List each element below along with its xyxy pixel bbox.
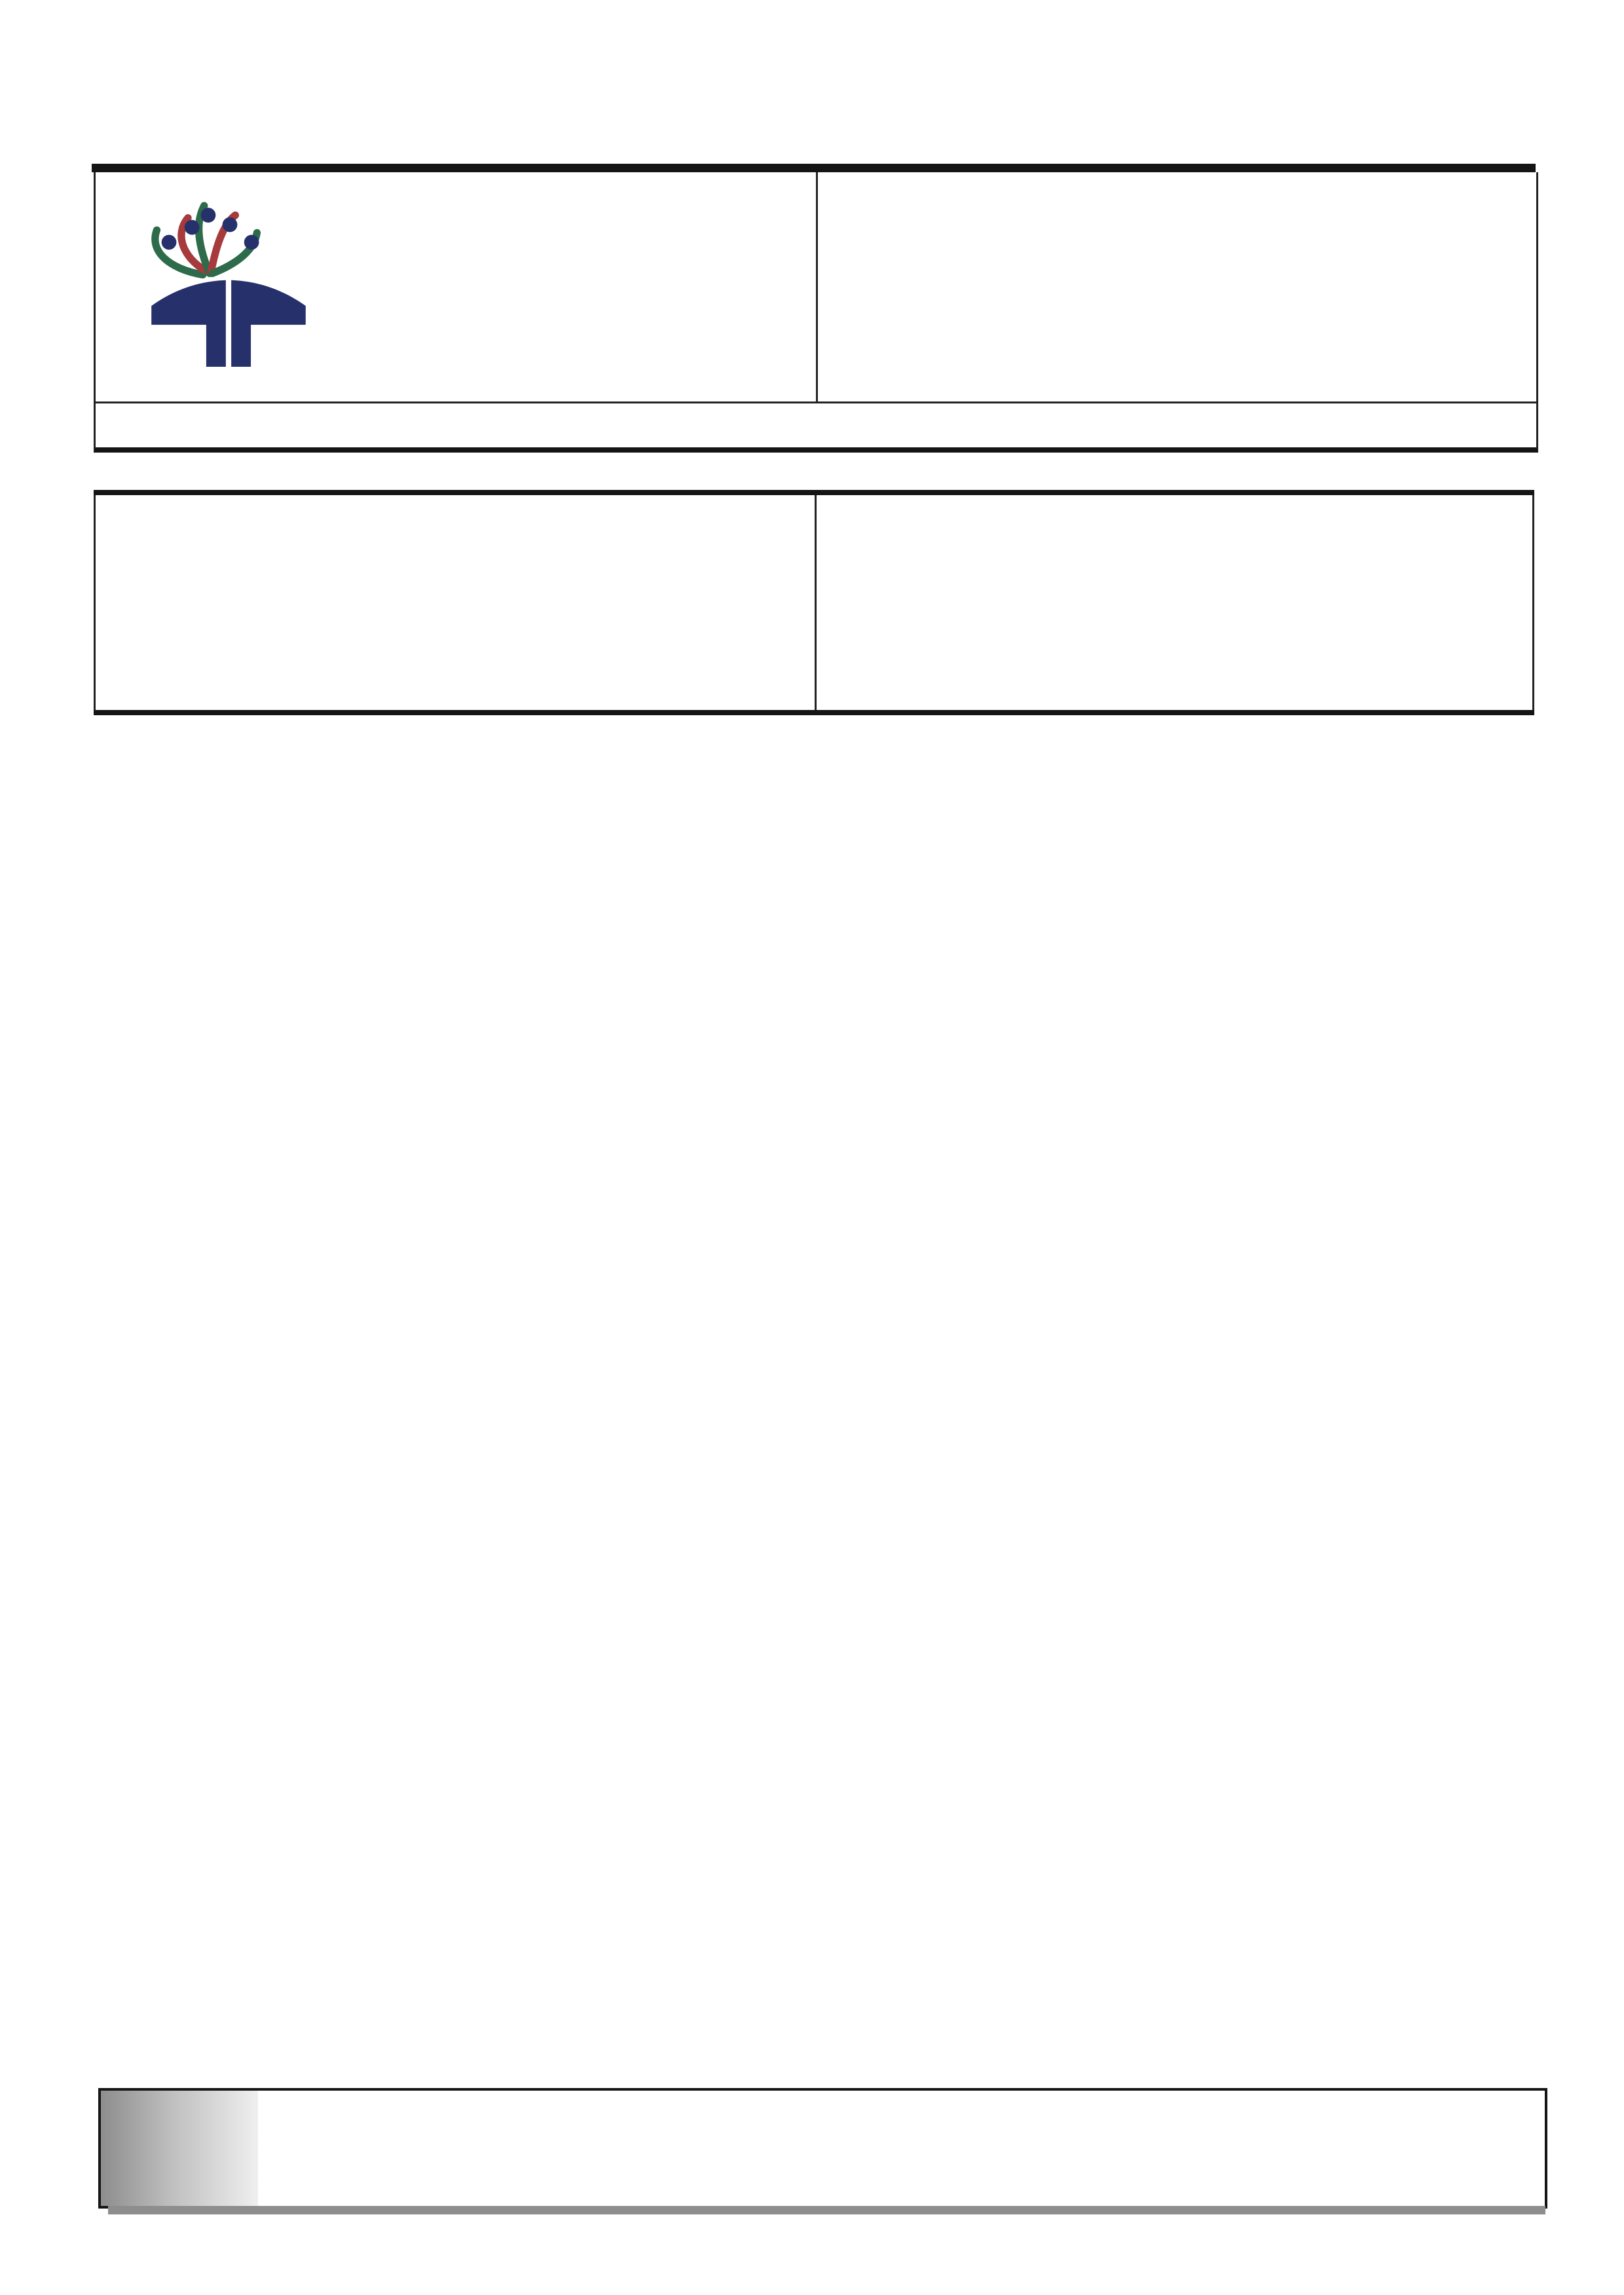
- page-header: [94, 110, 1534, 149]
- response-psalm-box: [98, 2088, 1547, 2209]
- response-psalm-label: [101, 2091, 258, 2206]
- music-staff: [268, 2093, 1532, 2202]
- masthead-identity: [96, 172, 818, 401]
- address-bar: [94, 401, 1538, 453]
- masthead-box: [94, 172, 1538, 403]
- header-rule: [92, 164, 1536, 172]
- church-name-block: [338, 198, 809, 212]
- church-logo-icon: [127, 184, 330, 387]
- mass-schedule-tables: [94, 490, 1534, 715]
- mass-table-right: [815, 495, 1534, 710]
- psalm-box-shadow: [108, 2206, 1545, 2214]
- mass-table-left: [94, 495, 815, 710]
- contact-list: [818, 172, 1536, 401]
